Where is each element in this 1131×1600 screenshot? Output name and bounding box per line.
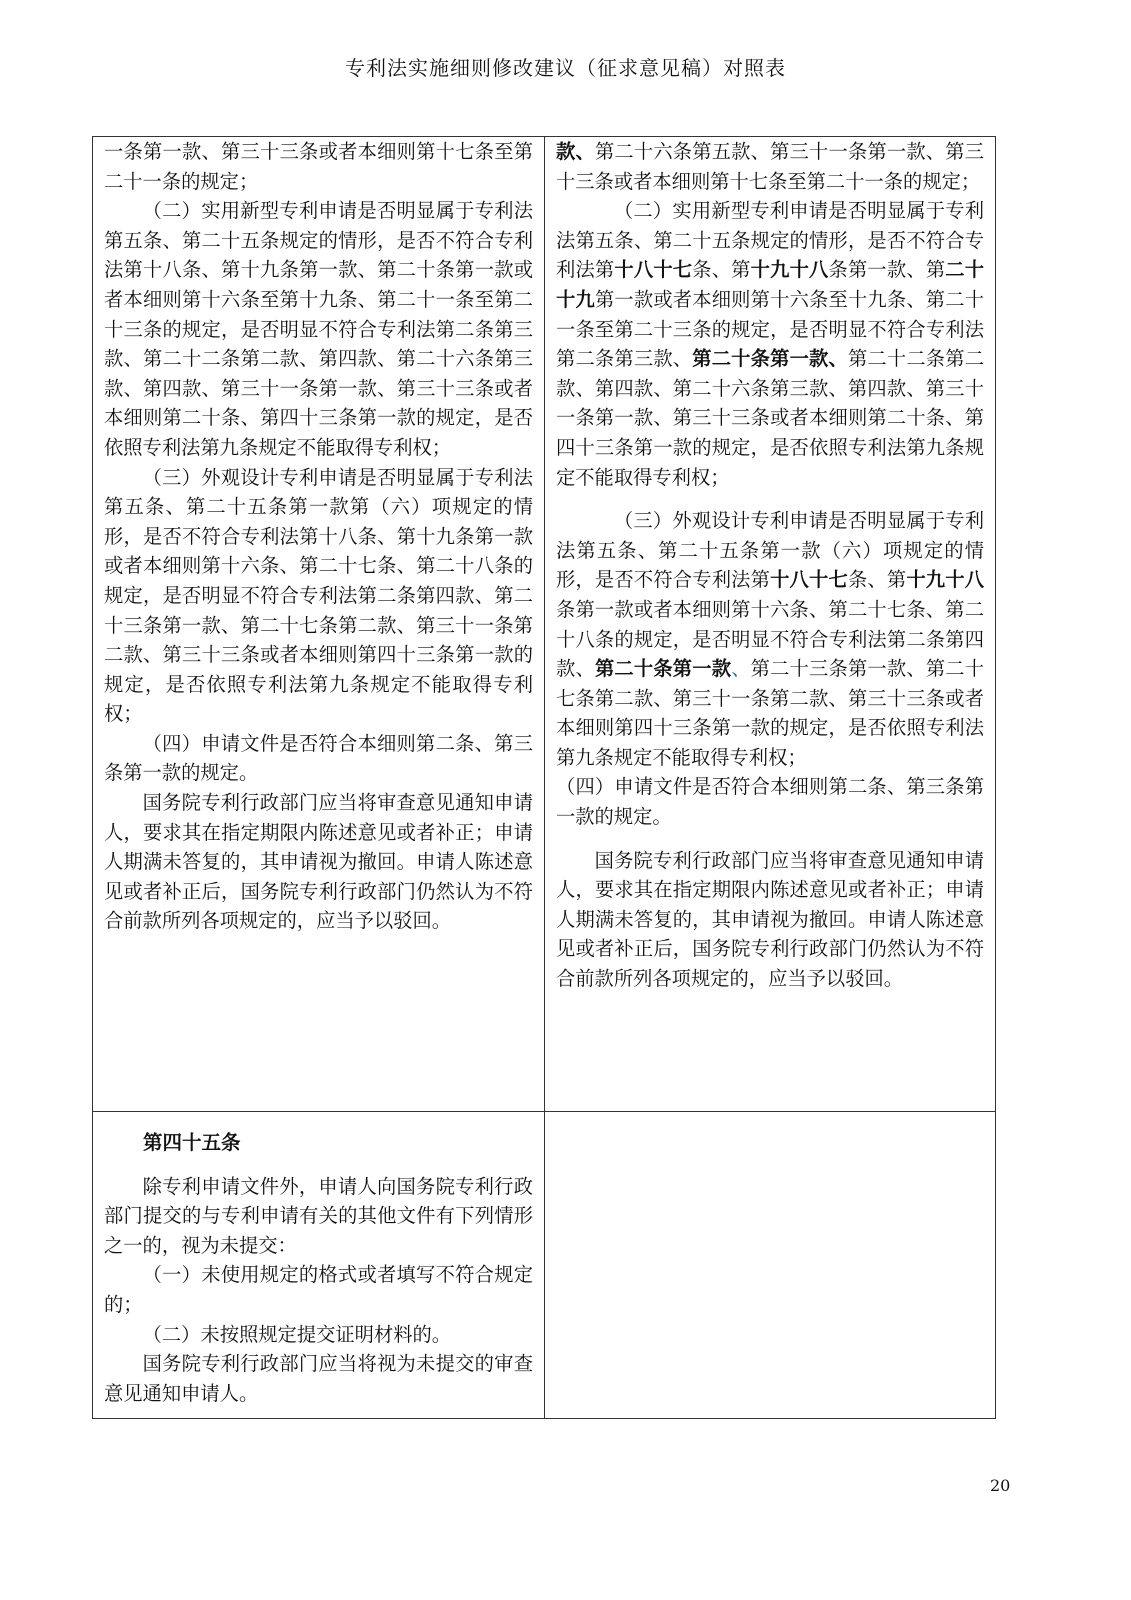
paragraph: 国务院专利行政部门应当将审查意见通知申请人，要求其在指定期限内陈述意见或者补正；申请人期满未答复的，其申请视为撤回。申请人陈述意见或者补正后，国务院专利行政部门仍然认为不符合前款所列各项规定的，应当予以驳回。	[556, 848, 984, 991]
page-number: 20	[990, 1476, 1011, 1495]
marked-text: 二十十九	[556, 258, 985, 311]
paragraph: （三）外观设计专利申请是否明显属于专利法第五条、第二十五条第一款（六）项规定的情形，是否不符合专利法第十八十七条、第十九十八条第一款或者本细则第十六条、第二十七条、第二十八条的规定，是否明显不符合专利法第二条第四款、第二十条第一款、第二十三条第一款、第二十七条第二款、第三十一条第二款、第三十三条或者本细则第四十三条第一款的规定，是否依照专利法第九条规定不能取得专利权；	[556, 509, 985, 769]
paragraph: （二）实用新型专利申请是否明显属于专利法第五条、第二十五条规定的情形，是否不符合专利法第十八十七条、第十九十八条第一款、第二十十九第一款或者本细则第十六条至十九条、第二十一条至第二十三条的规定，是否明显不符合专利法第二条第三款、第二十条第一款、第二十二条第二款、第四款、第二十六条第三款、第四款、第三十一条第一款、第三十三条或者本细则第二十条、第四十三条第一款的规定，是否依照专利法第九条规定不能取得专利权；	[556, 199, 985, 489]
marked-text: 十八十七	[614, 258, 693, 282]
paragraph: 除专利申请文件外，申请人向国务院专利行政部门提交的与专利申请有关的其他文件有下列情形之一的，视为未提交：	[104, 1174, 533, 1257]
paragraph: （二）实用新型专利申请是否明显属于专利法第五条、第二十五条规定的情形，是否不符合专利法第十八条、第十九条第一款、第二十条第一款或者本细则第十六条至第十九条、第二十一条至第二十三条的规定，是否明显不符合专利法第二条第三款、第二十二条第二款、第四款、第二十六条第三款、第四款、第三十一条第一款、第三十三条或者本细则第二十条、第四十三条第一款的规定，是否依照专利法第九条规定不能取得专利权；	[104, 199, 533, 459]
paragraph: （一）未使用规定的格式或者填写不符合规定的；	[104, 1263, 533, 1316]
table-row	[93, 1112, 996, 1419]
paragraph: （四）申请文件是否符合本细则第二条、第三条第一款的规定。	[104, 731, 533, 785]
paragraph: （四）申请文件是否符合本细则第二条、第三条第一款的规定。	[556, 775, 984, 829]
table-row	[93, 137, 996, 1112]
paragraph: （二）未按照规定提交证明材料的。	[142, 1322, 452, 1346]
marked-text: 十九十八	[750, 258, 829, 282]
marked-text: 第二十条第一款	[594, 657, 732, 681]
paragraph: 国务院专利行政部门应当将审查意见通知申请人，要求其在指定期限内陈述意见或者补正；申请人期满未答复的，其申请视为撤回。申请人陈述意见或者补正后，国务院专利行政部门仍然认为不符合前款所列各项规定的，应当予以驳回。	[104, 791, 533, 933]
revised-text-cell-empty	[545, 1112, 996, 1419]
marked-text: 第二十条第一款、	[692, 347, 848, 371]
marked-text: 款、	[556, 140, 595, 163]
paragraph: （三）外观设计专利申请是否明显属于专利法第五条、第二十五条第一款第（六）项规定的情形，是否不符合专利法第十八条、第十九条第一款或者本细则第十六条、第二十七条、第二十八条的规定，是否明显不符合专利法第二条第四款、第二十三条第一款、第二十七条第二款、第三十一条第二款、第三十三条或者本细则第四十三条第一款的规定，是否依照专利法第九条规定不能取得专利权；	[104, 465, 533, 726]
paragraph: 款、第二十六条第五款、第三十一条第一款、第三十三条或者本细则第十七条至第二十一条的规定；	[556, 140, 985, 193]
revised-text-cell	[545, 137, 996, 1112]
original-text-cell	[93, 137, 545, 1112]
document-header: 专利法实施细则修改建议（征求意见稿）对照表	[345, 56, 786, 80]
paragraph: 一条第一款、第三十三条或者本细则第十七条至第二十一条的规定；	[104, 140, 533, 193]
paragraph: 国务院专利行政部门应当将视为未提交的审查意见通知申请人。	[104, 1352, 533, 1405]
original-text-cell	[93, 1112, 545, 1419]
article-title: 第四十五条	[143, 1131, 241, 1154]
marked-text: 十八十七	[770, 568, 848, 592]
marked-text: 十九十八	[906, 568, 985, 592]
comparison-table	[92, 136, 996, 1419]
